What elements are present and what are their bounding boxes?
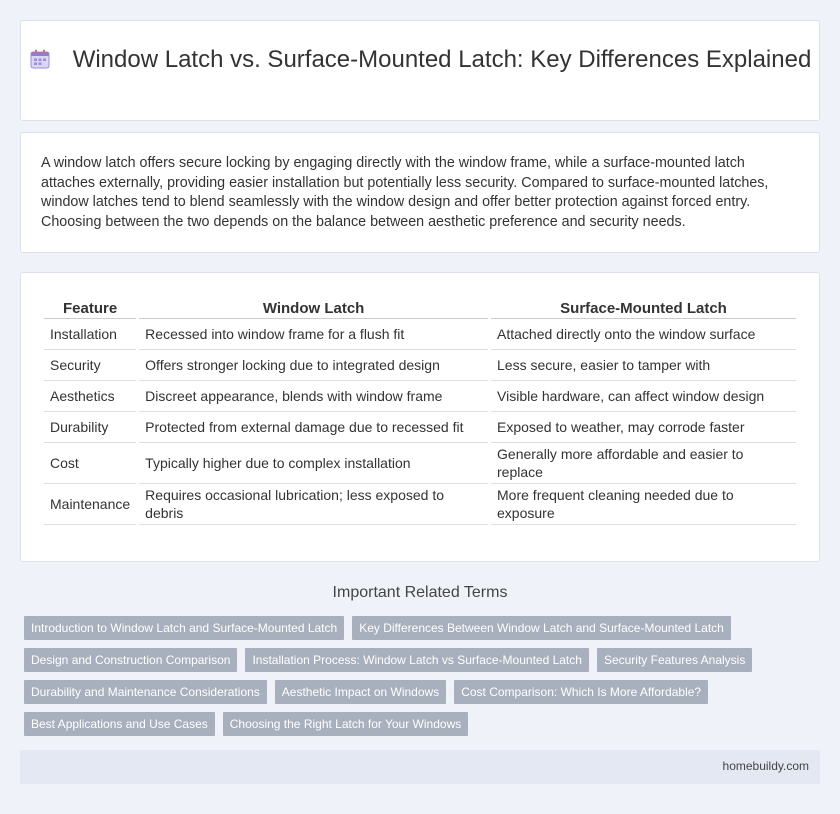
- related-term-tag[interactable]: Durability and Maintenance Considerations: [24, 680, 267, 704]
- related-term-tag[interactable]: Choosing the Right Latch for Your Windows: [223, 712, 468, 736]
- footer-site-link[interactable]: homebuildy.com: [722, 759, 809, 773]
- related-terms-list: [24, 616, 814, 744]
- related-term-tag[interactable]: Installation Process: Window Latch vs Surface-Mounted Latch: [245, 648, 589, 672]
- table-cell: Cost: [44, 443, 136, 484]
- table-cell: Less secure, easier to tamper with: [491, 350, 796, 381]
- comparison-table-card: [20, 272, 820, 562]
- table-cell: Attached directly onto the window surface: [491, 319, 796, 350]
- intro-paragraph: A window latch offers secure locking by engaging directly with the window frame, while a surface-mounted latch attaches externally, providing easier installation but potentially less security. Compared to surface-mounted latches, window latches tend to blend seamlessly with the window design and offer better protection against forced entry. Choosing between the two depends on the balance between aesthetic preference and security needs.: [41, 155, 769, 230]
- table-row: [44, 350, 796, 381]
- table-cell: More frequent cleaning needed due to exposure: [491, 484, 796, 525]
- table-cell: Typically higher due to complex installation: [139, 443, 488, 484]
- table-cell: Requires occasional lubrication; less exposed to debris: [139, 484, 488, 525]
- table-row: [44, 484, 796, 525]
- comparison-table: [41, 295, 799, 525]
- table-cell: Maintenance: [44, 484, 136, 525]
- page-title: [21, 45, 819, 74]
- table-cell: Aesthetics: [44, 381, 136, 412]
- related-terms-heading: Important Related Terms: [332, 584, 508, 601]
- table-row: [44, 412, 796, 443]
- calendar-icon: [29, 48, 51, 70]
- related-term-tag[interactable]: Introduction to Window Latch and Surface-Mounted Latch: [24, 616, 344, 640]
- table-cell: Discreet appearance, blends with window frame: [139, 381, 488, 412]
- table-cell: Protected from external damage due to recessed fit: [139, 412, 488, 443]
- table-cell: Installation: [44, 319, 136, 350]
- table-cell: Visible hardware, can affect window design: [491, 381, 796, 412]
- header-feature: Feature: [44, 295, 136, 319]
- table-cell: Generally more affordable and easier to replace: [491, 443, 796, 484]
- header-card: [20, 20, 820, 121]
- related-term-tag[interactable]: Security Features Analysis: [597, 648, 752, 672]
- header-surface-mounted-latch: Surface-Mounted Latch: [491, 295, 796, 319]
- table-row: [44, 381, 796, 412]
- related-term-tag[interactable]: Key Differences Between Window Latch and Surface-Mounted Latch: [352, 616, 731, 640]
- footer: [20, 750, 820, 784]
- related-term-tag[interactable]: Best Applications and Use Cases: [24, 712, 215, 736]
- table-header-row: [44, 295, 796, 319]
- table-cell: Security: [44, 350, 136, 381]
- table-row: [44, 443, 796, 484]
- related-term-tag[interactable]: Aesthetic Impact on Windows: [275, 680, 446, 704]
- header-window-latch: Window Latch: [139, 295, 488, 319]
- table-cell: Exposed to weather, may corrode faster: [491, 412, 796, 443]
- table-cell: Recessed into window frame for a flush fit: [139, 319, 488, 350]
- intro-card: [20, 132, 820, 253]
- table-row: [44, 319, 796, 350]
- page-title-text: Window Latch vs. Surface-Mounted Latch: Key Differences Explained: [72, 46, 812, 73]
- table-cell: Offers stronger locking due to integrated design: [139, 350, 488, 381]
- related-term-tag[interactable]: Design and Construction Comparison: [24, 648, 237, 672]
- related-term-tag[interactable]: Cost Comparison: Which Is More Affordable?: [454, 680, 708, 704]
- table-cell: Durability: [44, 412, 136, 443]
